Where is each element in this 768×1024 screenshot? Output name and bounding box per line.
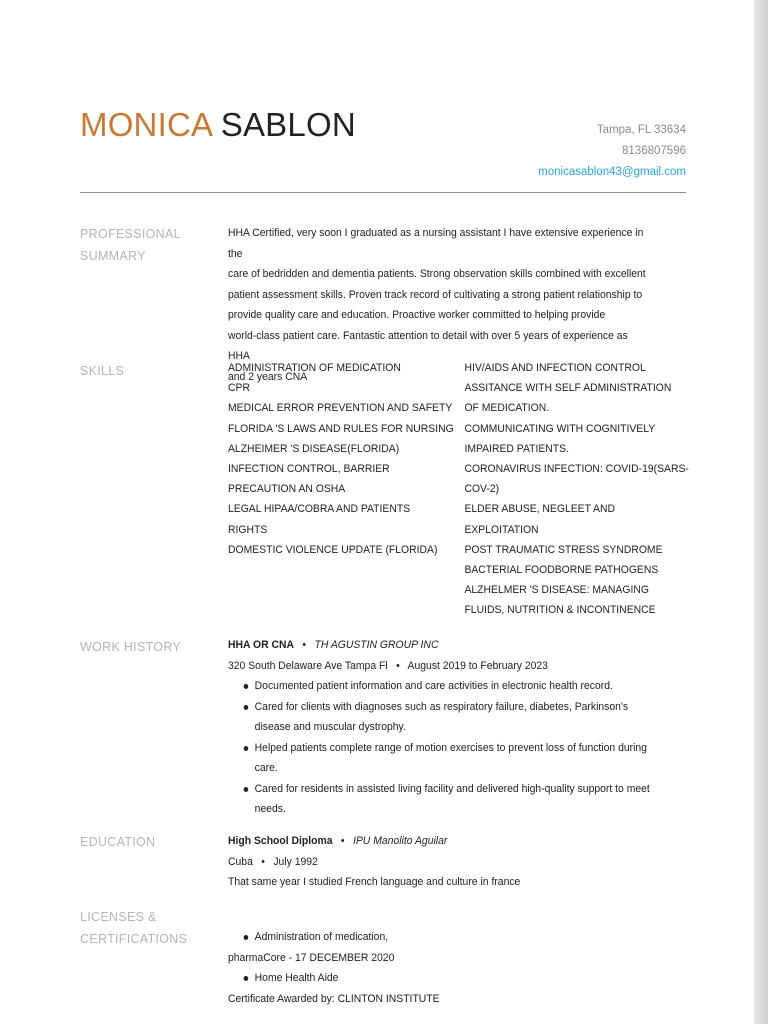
licenses-list [228, 927, 651, 1009]
skill-item: OF MEDICATION. [464, 402, 550, 415]
list-item: Cared for residents in assisted living facility and delivered high-quality support to meet needs. [228, 779, 651, 820]
education-country: Cuba [228, 855, 253, 868]
skills-column-left [228, 358, 454, 560]
summary-label-line-1: PROFESSIONAL [80, 227, 181, 241]
list-item: Helped patients complete range of motion exercises to prevent loss of function during care. [228, 738, 651, 779]
section-label-summary [80, 223, 210, 267]
skill-item: MEDICAL ERROR PREVENTION AND SAFETY [228, 402, 453, 415]
section-label-licenses [80, 906, 210, 950]
phone: 8136807596 [622, 145, 686, 157]
separator-dot: • [396, 659, 400, 672]
first-name: MONICA [80, 106, 212, 143]
candidate-name [80, 106, 356, 144]
work-entry [228, 635, 651, 820]
skill-item: INFECTION CONTROL, BARRIER [228, 463, 390, 476]
email-link[interactable]: monicasablon43@gmail.com [538, 166, 686, 178]
section-label-education: EDUCATION [80, 835, 156, 849]
skill-item: ALZHEIMER 'S DISEASE(FLORIDA) [228, 442, 400, 455]
education-entry [228, 831, 651, 893]
summary-line: patient assessment skills. Proven track record of cultivating a strong patient relationship to [228, 288, 643, 301]
skills-list [228, 358, 689, 623]
header-divider [80, 192, 686, 193]
licenses-label-line-1: LICENSES & [80, 910, 157, 924]
job-location-dates [228, 656, 651, 677]
skill-item: ASSITANCE WITH SELF ADMINISTRATION [464, 382, 672, 395]
contact-block [538, 120, 686, 183]
separator-dot: • [340, 835, 345, 847]
separator-dot: • [261, 855, 265, 868]
skills-column-right [464, 358, 688, 621]
summary-line: world-class patient care. Fantastic attention to detail with over 5 years of experience as HHA [228, 329, 628, 362]
skill-item: ELDER ABUSE, NEGLEET AND [464, 503, 616, 516]
job-title: HHA OR CNA [228, 639, 295, 651]
location: Tampa, FL 33634 [596, 124, 686, 136]
education-note: That same year I studied French language and culture in france [228, 876, 521, 888]
summary-line: and 2 years CNA [228, 370, 308, 383]
skill-item: COV-2) [464, 483, 500, 496]
section-label-work: WORK HISTORY [80, 640, 182, 654]
skill-item: FLUIDS, NUTRITION & INCONTINENCE [464, 604, 656, 617]
summary-line: care of bedridden and dementia patients. Strong observation skills combined with excellent [228, 268, 646, 280]
skill-item: POST TRAUMATIC STRESS SYNDROME [464, 543, 663, 556]
job-dates: August 2019 to February 2023 [407, 659, 548, 672]
job-address: 320 South Delaware Ave Tampa Fl [228, 659, 388, 672]
skill-item: PRECAUTION AN OSHA [228, 483, 346, 496]
skill-item: DOMESTIC VIOLENCE UPDATE (FLORIDA) [228, 543, 438, 556]
skill-item: HIV/AIDS AND INFECTION CONTROL [464, 362, 646, 374]
skill-item: LEGAL HIPAA/COBRA AND PATIENTS [228, 503, 411, 516]
list-item: Documented patient information and care activities in electronic health record. [228, 676, 651, 697]
skill-item: BACTERIAL FOODBORNE PATHOGENS [464, 564, 659, 577]
page-edge-shadow [754, 0, 768, 1024]
summary-label-line-2: SUMMARY [80, 249, 146, 263]
education-heading [228, 831, 651, 852]
skill-item: COMMUNICATING WITH COGNITIVELY [464, 422, 656, 435]
job-heading [228, 635, 651, 656]
skill-item: EXPLOITATION [464, 523, 539, 536]
skill-item: ALZHELMER 'S DISEASE: MANAGING [464, 584, 649, 597]
license-item [228, 927, 651, 948]
separator-dot: • [302, 639, 307, 651]
education-date: July 1992 [273, 855, 318, 868]
licenses-label-line-2: CERTIFICATIONS [80, 932, 188, 946]
skill-item: IMPAIRED PATIENTS. [464, 442, 569, 455]
summary-line: HHA Certified, very soon I graduated as a nursing assistant I have extensive experience in the [228, 227, 644, 260]
degree: High School Diploma [228, 835, 333, 847]
license-name: Home Health Aide [228, 968, 651, 989]
last-name: SABLON [220, 106, 356, 143]
license-detail: pharmaCore - 17 DECEMBER 2020 [228, 951, 395, 964]
skill-item: CORONAVIRUS INFECTION: COVID-19(SARS- [464, 463, 689, 476]
list-item: Cared for clients with diagnoses such as respiratory failure, diabetes, Parkinson's disease and muscular dystrophy. [228, 697, 651, 738]
school-name: IPU Manolito Aguilar [352, 835, 448, 847]
section-label-skills: SKILLS [80, 364, 125, 378]
license-name: Administration of medication, [228, 927, 651, 948]
education-location-date [228, 852, 651, 873]
skill-item: RIGHTS [228, 523, 268, 536]
skill-item: FLORIDA 'S LAWS AND RULES FOR NURSING [228, 422, 454, 435]
summary-line: provide quality care and education. Proactive worker committed to helping provide [228, 309, 606, 321]
skill-item: CPR [228, 382, 250, 395]
license-item [228, 968, 651, 989]
company-name: TH AGUSTIN GROUP INC [314, 639, 439, 651]
license-detail: Certificate Awarded by: CLINTON INSTITUTE [228, 992, 440, 1005]
job-duties [228, 676, 651, 820]
skill-item: ADMINISTRATION OF MEDICATION [228, 362, 401, 374]
